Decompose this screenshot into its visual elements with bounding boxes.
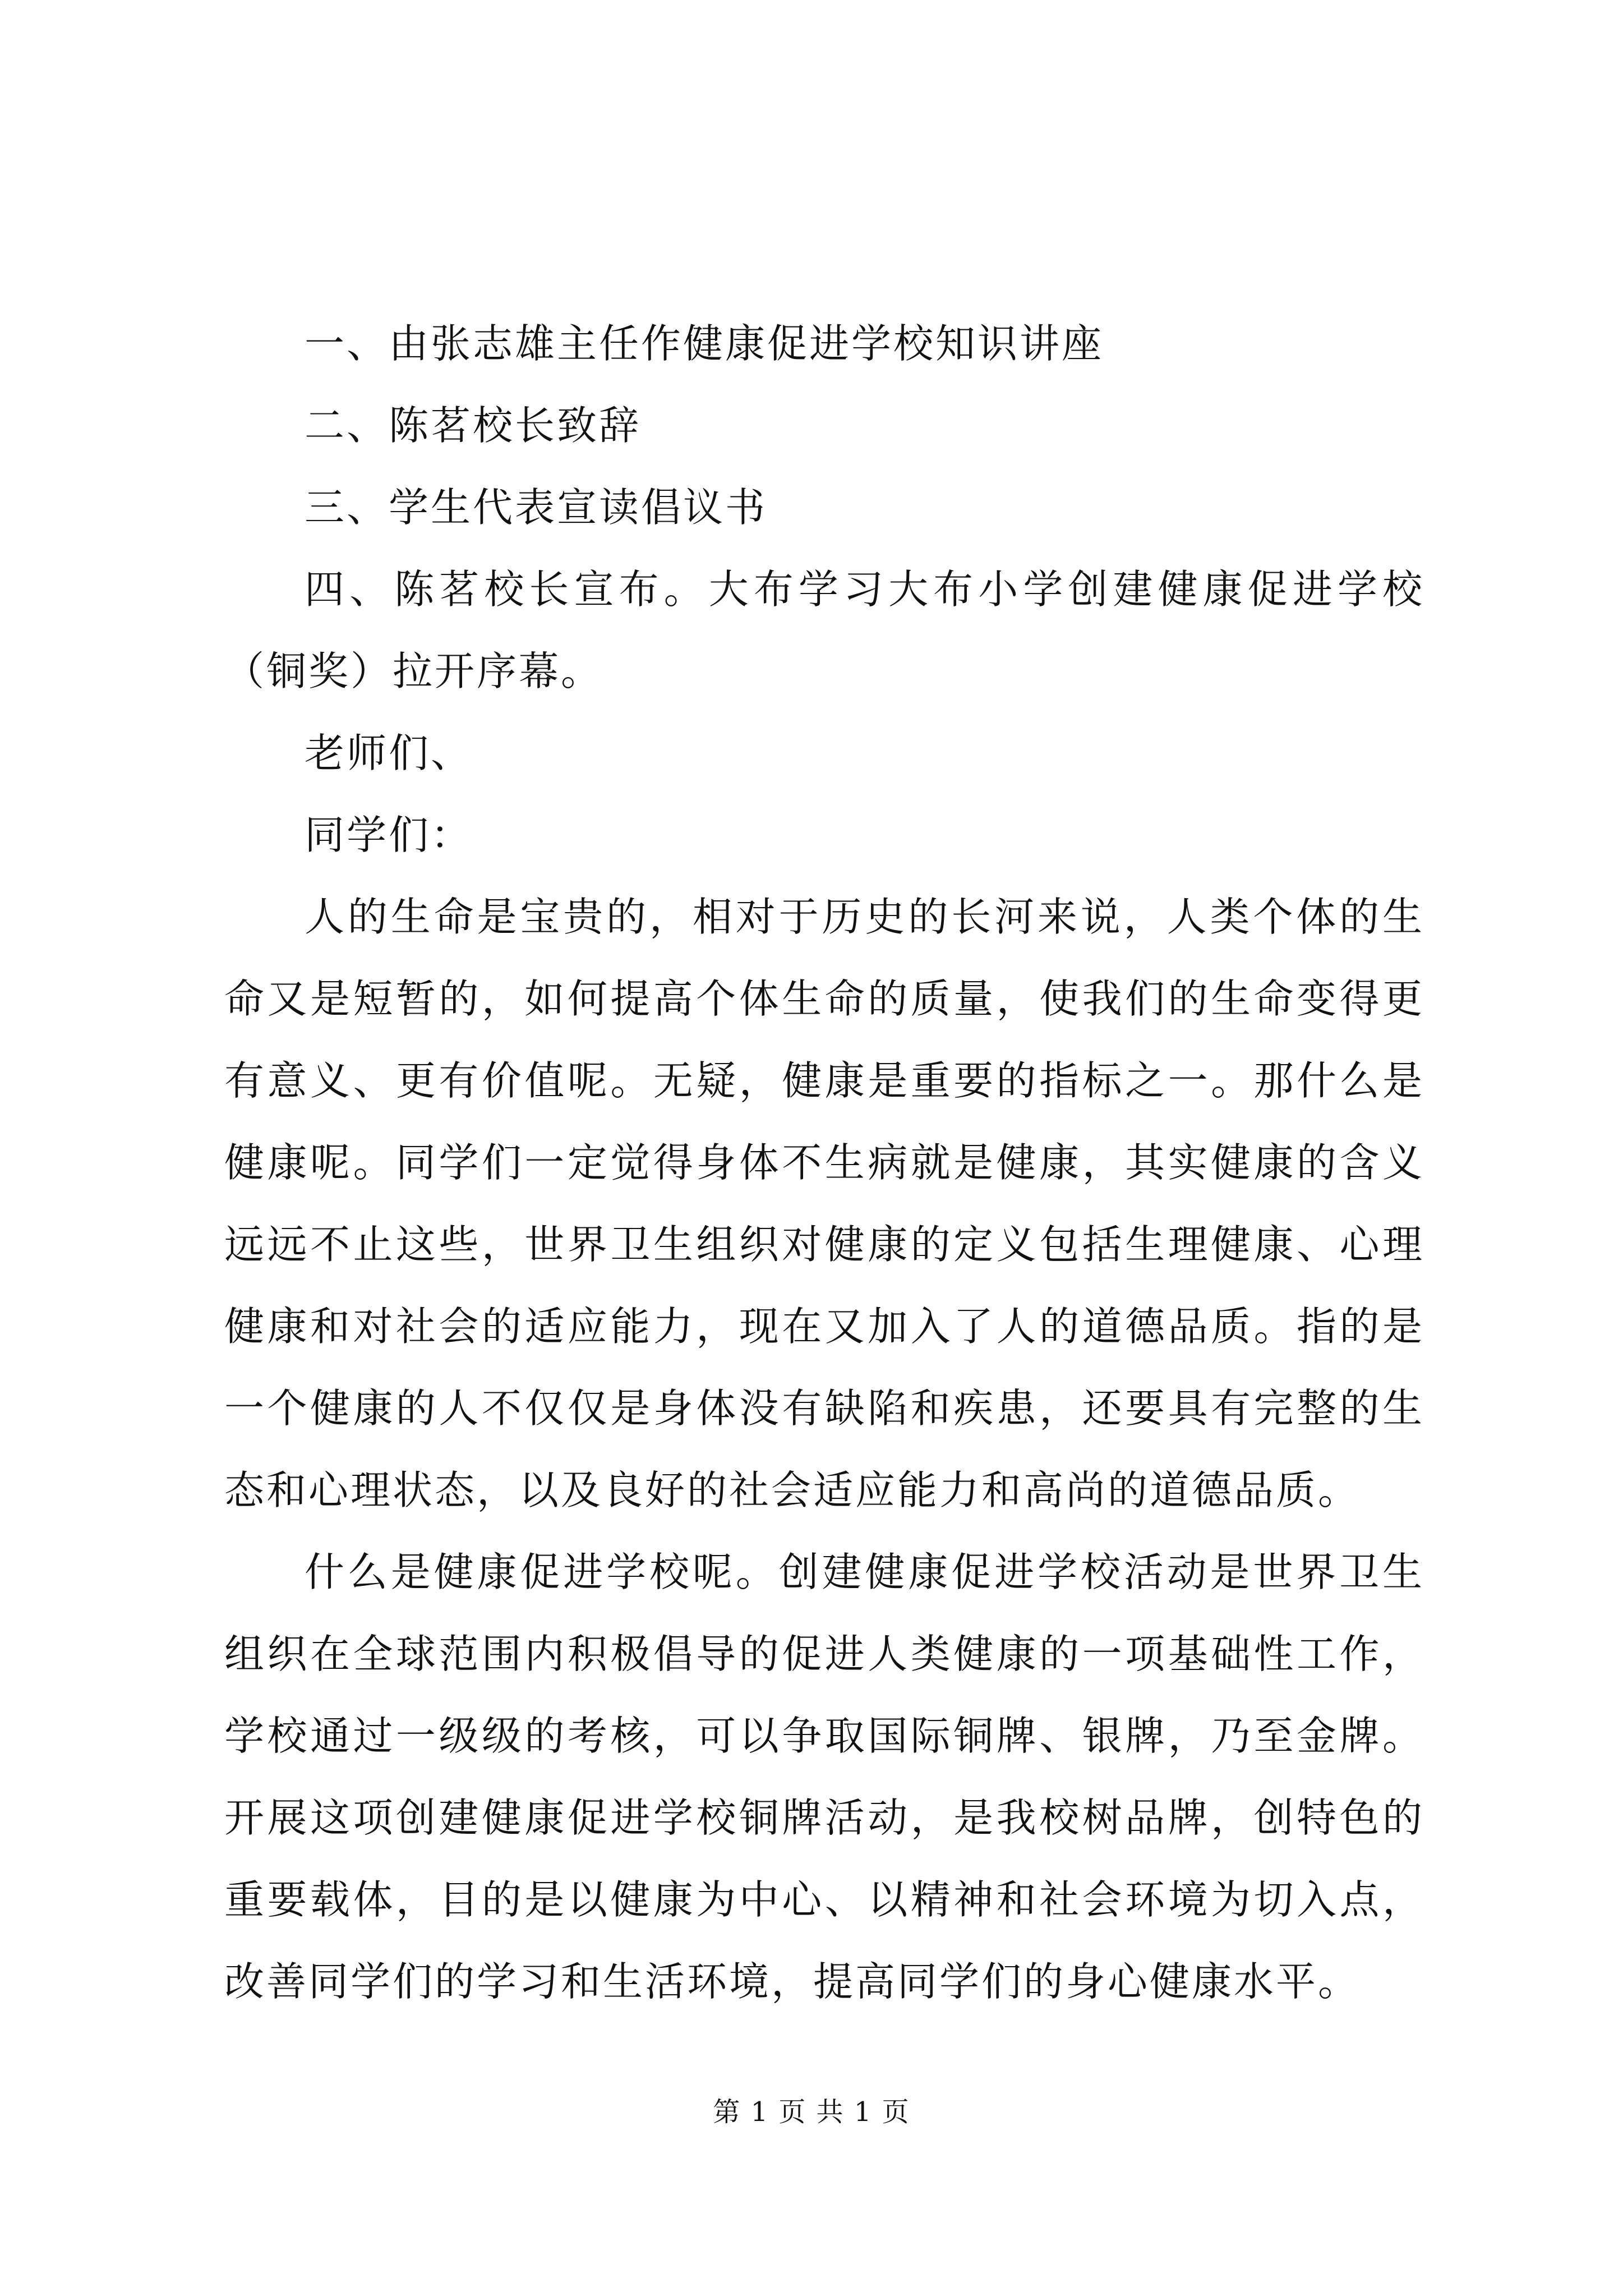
paragraph-item-4: 四、陈茗校长宣布。大布学习大布小学创建健康促进学校（铜奖）拉开序幕。: [224, 566, 1424, 694]
document-body: [224, 303, 1424, 2023]
salutation-teachers: 老师们、: [305, 730, 473, 776]
salutation-students: 同学们：: [305, 812, 473, 858]
paragraph-item-1: 一、由张志雄主任作健康促进学校知识讲座: [305, 320, 1104, 367]
body-paragraph-health: 人的生命是宝贵的，相对于历史的长河来说，人类个体的生命又是短暂的，如何提高个体生命的质量，使我们的生命变得更有意义、更有价值呢。无疑，健康是重要的指标之一。那什么是健康呢。同学们一定觉得身体不生病就是健康，其实健康的含义远远不止这些，世界卫生组织对健康的定义包括生理健康、心理健康和对社会的适应能力，现在又加入了人的道德品质。指的是一个健康的人不仅仅是身体没有缺陷和疾患，还要具有完整的生态和心理状态，以及良好的社会适应能力和高尚的道德品质。: [224, 894, 1424, 1513]
page-footer: 第 1 页 共 1 页: [713, 2096, 910, 2128]
paragraph-item-2: 二、陈茗校长致辞: [305, 402, 642, 449]
body-paragraph-school: 什么是健康促进学校呢。创建健康促进学校活动是世界卫生组织在全球范围内积极倡导的促进人类健康的一项基础性工作，学校通过一级级的考核，可以争取国际铜牌、银牌，乃至金牌。开展这项创建健康促进学校铜牌活动，是我校树品牌，创特色的重要载体，目的是以健康为中心、以精神和社会环境为切入点，改善同学们的学习和生活环境，提高同学们的身心健康水平。: [224, 1549, 1424, 2005]
paragraph-item-3: 三、学生代表宣读倡议书: [305, 484, 768, 531]
